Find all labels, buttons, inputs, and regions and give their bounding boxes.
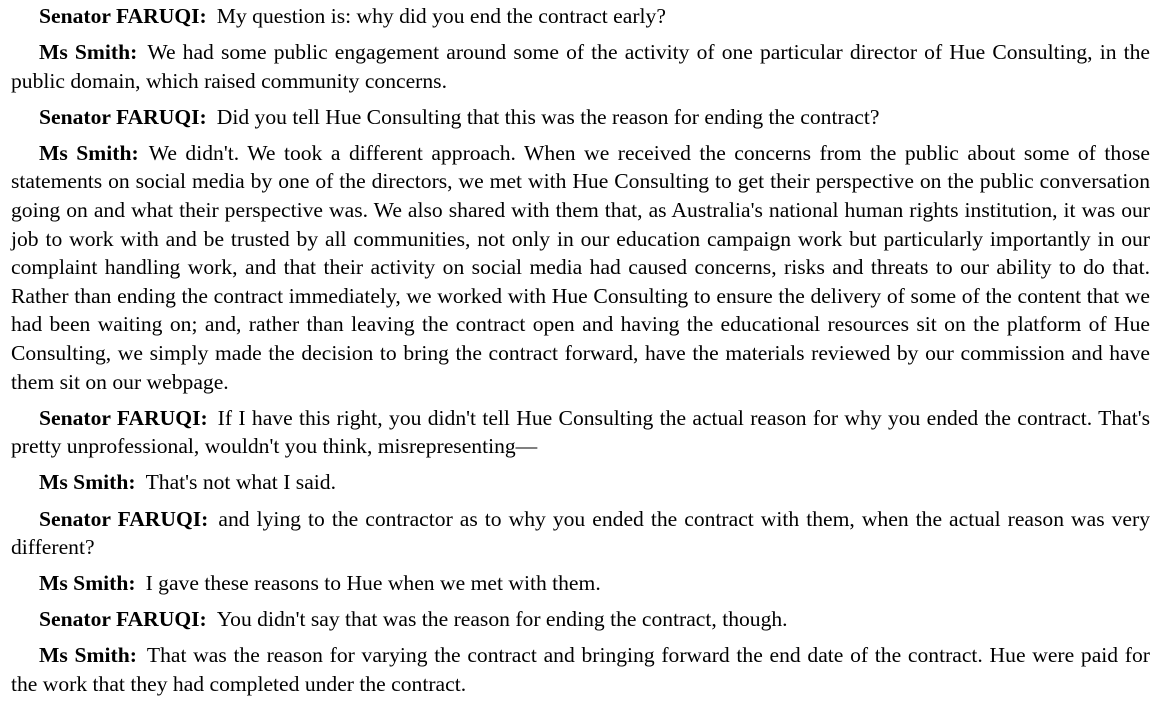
hansard-transcript xyxy=(11,2,1150,699)
speaker-name: Senator FARUQI: xyxy=(39,607,207,632)
speech-text: That's not what I said. xyxy=(145,470,336,495)
transcript-paragraph xyxy=(11,605,1150,634)
speaker-name: Ms Smith: xyxy=(39,571,136,596)
speaker-name: Ms Smith: xyxy=(39,40,138,65)
speech-text: That was the reason for varying the contract and bringing forward the end date of the contract. Hue were paid for the work that they had completed under the contract. xyxy=(11,643,1150,696)
speech-text: If I have this right, you didn't tell Hue Consulting the actual reason for why you ended the contract. That's pretty unprofessional, wouldn't you think, misrepresenting— xyxy=(11,405,1150,459)
transcript-paragraph xyxy=(11,569,1150,598)
transcript-paragraph xyxy=(11,103,1150,132)
transcript-paragraph xyxy=(11,404,1150,461)
speech-text: I gave these reasons to Hue when we met with them. xyxy=(145,571,601,596)
speech-text: My question is: why did you end the contract early? xyxy=(216,4,666,28)
speech-text: You didn't say that was the reason for ending the contract, though. xyxy=(216,607,788,632)
transcript-paragraph xyxy=(11,641,1150,698)
speech-text: and lying to the contractor as to why you ended the contract with them, when the actual reason was very different? xyxy=(11,506,1150,560)
transcript-paragraph xyxy=(11,505,1150,562)
speech-text: We didn't. We took a different approach. When we received the concerns from the public about some of those statements on social media by one of the directors, we met with Hue Consulting to get their perspective on the public conversation going on and what their perspective was. We also shared with them that, as Australia's national human rights institution, it was our job to work with and be trusted by all communities, not only in our education campaign work but particularly importantly in our complaint handling work, and that their activity on social media had caused concerns, risks and threats to our ability to do that. Rather than ending the contract immediately, we worked with Hue Consulting to ensure the delivery of some of the content that we had been waiting on; and, rather than leaving the contract open and having the educational resources sit on the platform of Hue Consulting, we simply made the decision to bring the contract forward, have the materials reviewed by our commission and have them sit on our webpage. xyxy=(11,140,1151,394)
transcript-paragraph xyxy=(11,468,1150,497)
speaker-name: Senator FARUQI: xyxy=(39,506,209,531)
speaker-name: Ms Smith: xyxy=(39,140,139,165)
transcript-paragraph xyxy=(11,2,1150,31)
transcript-paragraph xyxy=(11,38,1150,95)
speaker-name: Ms Smith: xyxy=(39,643,137,668)
speaker-name: Senator FARUQI: xyxy=(39,405,208,430)
speaker-name: Senator FARUQI: xyxy=(39,104,207,129)
speech-text: Did you tell Hue Consulting that this was the reason for ending the contract? xyxy=(216,104,880,129)
speech-text: We had some public engagement around some of the activity of one particular director of Hue Consulting, in the public domain, which raised community concerns. xyxy=(11,40,1150,93)
transcript-paragraph xyxy=(11,139,1150,396)
speaker-name: Ms Smith: xyxy=(39,470,136,495)
speaker-name: Senator FARUQI: xyxy=(39,4,207,28)
